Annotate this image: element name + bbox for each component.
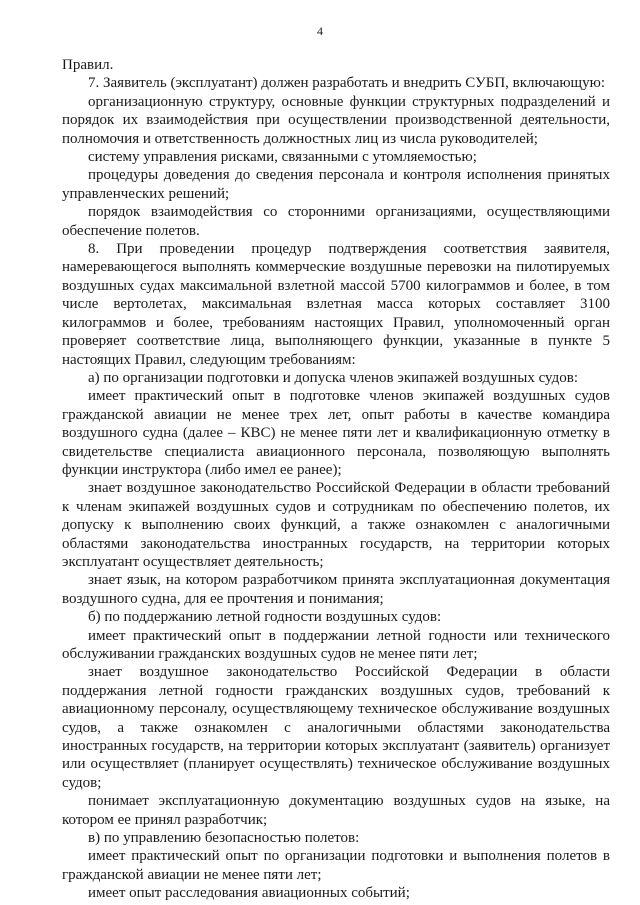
paragraph: понимает эксплуатационную документацию воздушных судов на языке, на котором ее принял разработчик; [62,793,610,828]
paragraph: Правил. [62,57,114,73]
paragraph: б) по поддержанию летной годности воздушных судов: [88,609,442,626]
paragraph: в) по управлению безопасностью полетов: [88,830,360,847]
paragraph: организационную структуру, основные функции структурных подразделений и порядок их взаимодействия при осуществлении производственной деятельности, полномочия и ответственность должностных лиц из числа руководителей; [62,93,610,147]
paragraph: а) по организации подготовки и допуска членов экипажей воздушных судов: [88,369,578,386]
paragraph: 7. Заявитель (эксплуатант) должен разработать и внедрить СУБП, включающую: [88,75,605,92]
paragraph: имеет практический опыт в подготовке членов экипажей воздушных судов гражданской авиации не менее трех лет, опыт работы в качестве командира воздушного судна (далее – КВС) не менее пяти лет и квалификационную отметку в свидетельстве специалиста авиационного персонала, позволяющую выполнять функции инструктора (либо имел ее ранее); [62,388,610,478]
paragraph: 8. При проведении процедур подтверждения соответствия заявителя, намеревающегося выполнять коммерческие воздушные перевозки на пилотируемых воздушных судах максимальной взлетной массой 5700 килограммов и более, в том числе вертолетах, максимальная взлетная масса которых составляет 3100 килограммов и более, требованиям настоящих Правил, уполномоченный орган проверяет соответствие лица, выполняющего функции, указанные в пункте 5 настоящих Правил, следующим требованиям: [62,241,610,368]
paragraph: имеет практический опыт по организации подготовки и выполнения полетов в гражданской авиации не менее пяти лет; [62,848,610,883]
paragraph: знает воздушное законодательство Российской Федерации в области требований к членам экипажей воздушных судов и сотрудникам по обеспечению полетов, их допуску к выполнению своих функций, а также ознакомлен с аналогичными областями законодательства иностранных государств, на территории которых эксплуатант осуществляет деятельность; [62,480,610,570]
paragraph: знает воздушное законодательство Российской Федерации в области поддержания летной годности гражданских воздушных судов, требований к авиационному персоналу, осуществляющему техническое обслуживание воздушных судов, а также ознакомлен с аналогичными областями законодательства иностранных государств, на территории которых эксплуатант (заявитель) организует или осуществляет (планирует осуществлять) техническое обслуживание воздушных судов; [62,664,610,791]
paragraph: знает язык, на котором разработчиком принята эксплуатационная документация воздушного судна, для ее прочтения и понимания; [62,572,610,607]
document-body [62,56,610,903]
paragraph: систему управления рисками, связанными с утомляемостью; [88,149,477,166]
paragraph: порядок взаимодействия со сторонними организациями, осуществляющими обеспечение полетов. [62,204,610,239]
page-number: 4 [317,24,323,38]
paragraph: имеет практический опыт в поддержании летной годности или технического обслуживании гражданских воздушных судов не менее пяти лет; [62,627,610,662]
paragraph: процедуры доведения до сведения персонала и контроля исполнения принятых управленческих решений; [62,167,610,202]
paragraph: имеет опыт расследования авиационных событий; [88,885,410,902]
